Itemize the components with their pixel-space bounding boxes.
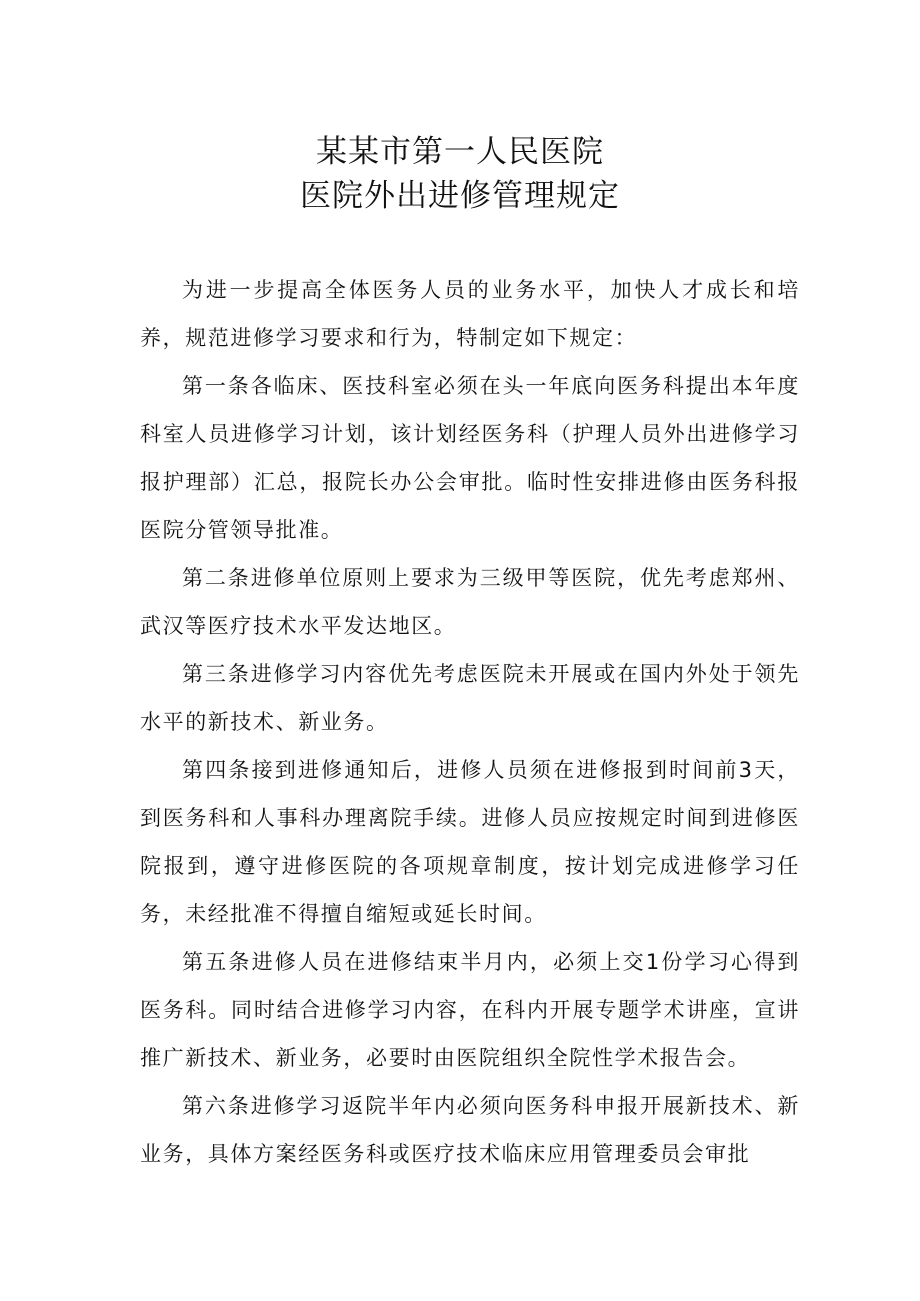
paragraph-article-1: 第一条各临床、医技科室必须在头一年底向医务科提出本年度科室人员进修学习计划，该计划经医务科（护理人员外出进修学习报护理部）汇总，报院长办公会审批。临时性安排进修由医务科报医院分管领导批准。 [140, 374, 800, 542]
document-body [140, 266, 800, 1178]
document-title-regulation: 医院外出进修管理规定 [300, 178, 620, 214]
paragraph-intro: 为进一步提高全体医务人员的业务水平，加快人才成长和培养，规范进修学习要求和行为，特制定如下规定： [140, 278, 800, 350]
document-title-hospital: 某某市第一人民医院 [316, 134, 604, 170]
paragraph-article-6: 第六条进修学习返院半年内必须向医务科申报开展新技术、新业务，具体方案经医务科或医疗技术临床应用管理委员会审批 [140, 1094, 800, 1166]
paragraph-article-5: 第五条进修人员在进修结束半月内，必须上交1份学习心得到医务科。同时结合进修学习内容，在科内开展专题学术讲座，宣讲推广新技术、新业务，必要时由医院组织全院性学术报告会。 [140, 950, 800, 1070]
paragraph-article-3: 第三条进修学习内容优先考虑医院未开展或在国内外处于领先水平的新技术、新业务。 [140, 662, 800, 734]
paragraph-article-2: 第二条进修单位原则上要求为三级甲等医院，优先考虑郑州、武汉等医疗技术水平发达地区。 [140, 566, 800, 638]
paragraph-article-4: 第四条接到进修通知后，进修人员须在进修报到时间前3天，到医务科和人事科办理离院手续。进修人员应按规定时间到进修医院报到，遵守进修医院的各项规章制度，按计划完成进修学习任务，未经批准不得擅自缩短或延长时间。 [140, 758, 800, 926]
